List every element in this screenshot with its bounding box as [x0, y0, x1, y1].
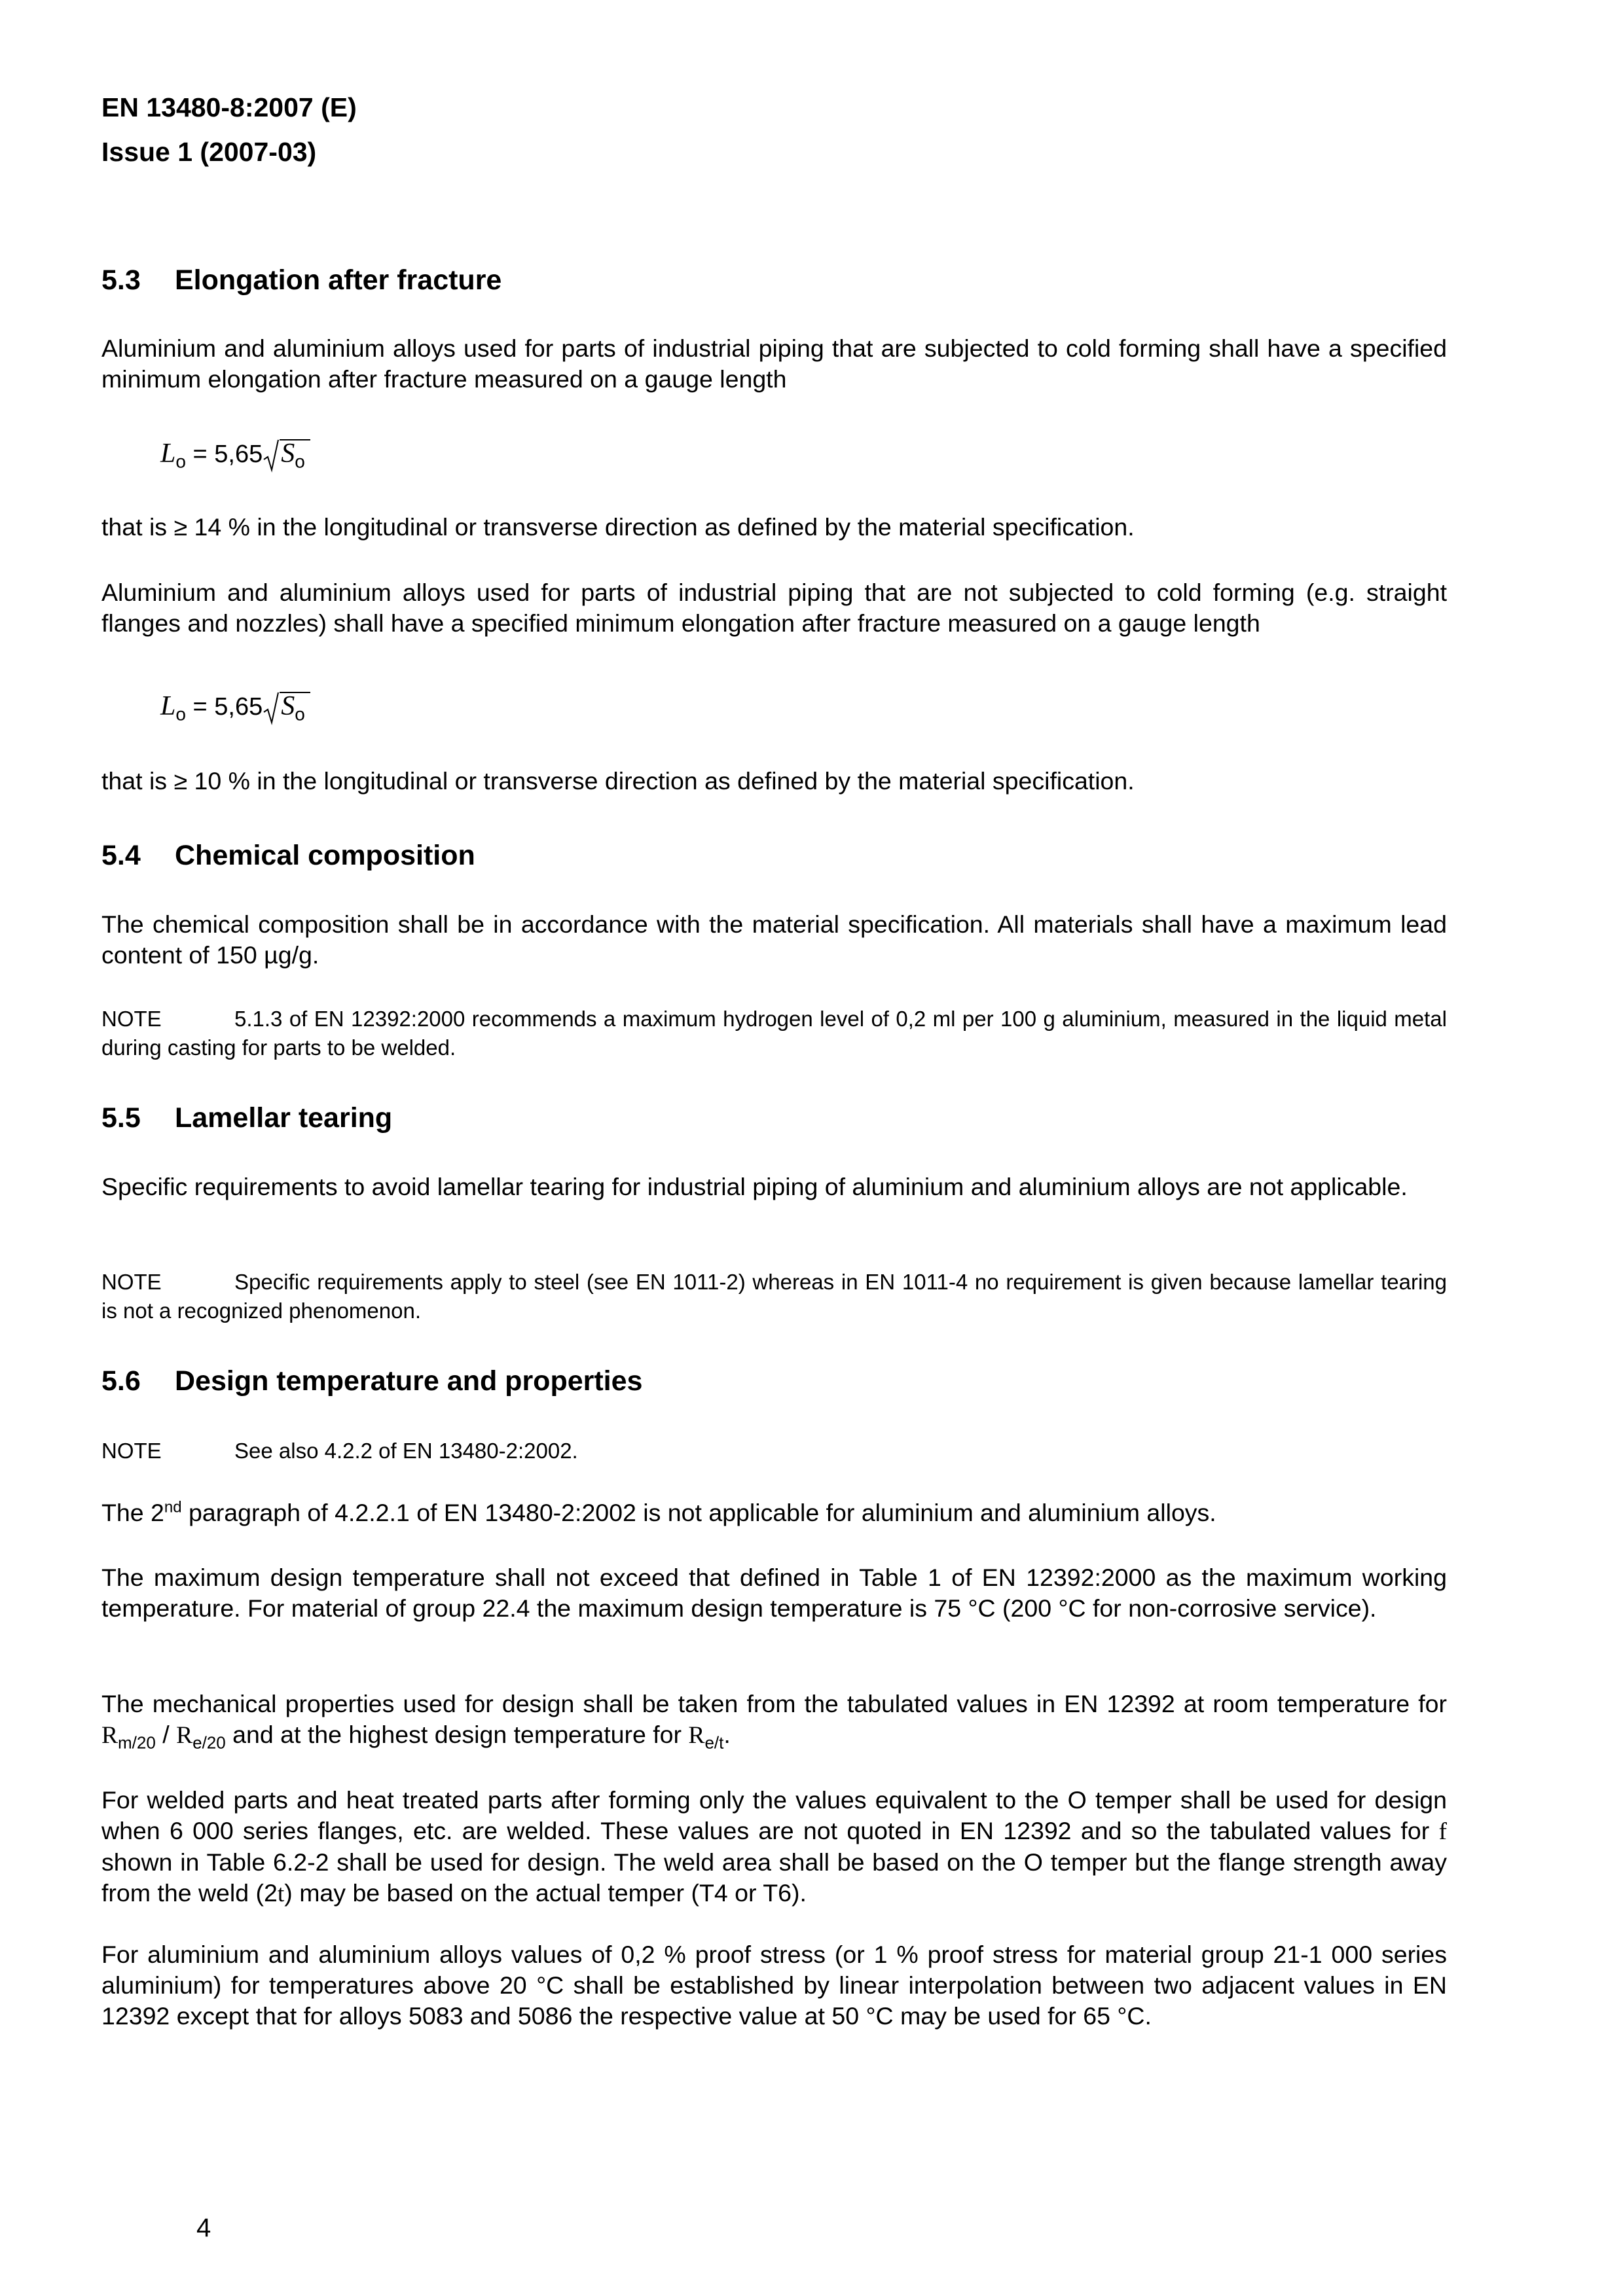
- paragraph: [101, 1689, 1447, 1751]
- formula-operator: = 5,65: [192, 693, 263, 721]
- sqrt-symbol: [263, 439, 280, 473]
- formula-lhs: L: [160, 691, 176, 721]
- text-run: paragraph of 4.2.2.1 of EN 13480-2:2002 is not applicable for aluminium and aluminium alloys.: [181, 1499, 1216, 1526]
- note-label: NOTE: [101, 1007, 162, 1031]
- paragraph: The chemical composition shall be in accordance with the material specification. All materials shall have a maximum lead content of 150 µg/g.: [101, 910, 1447, 969]
- section-title: Chemical composition: [175, 840, 475, 871]
- note-label: NOTE: [101, 1439, 162, 1463]
- section-title: Design temperature and properties: [175, 1365, 643, 1397]
- formula-lhs-sub: o: [175, 451, 186, 472]
- paragraph: that is ≥ 10 % in the longitudinal or transverse direction as defined by the material specification.: [101, 767, 1135, 795]
- symbol-r: R: [176, 1722, 193, 1749]
- paragraph: Aluminium and aluminium alloys used for parts of industrial piping that are not subjected to cold forming (e.g. straight flanges and nozzles) shall have a specified minimum elongation after fracture measured on a gauge length: [101, 579, 1447, 637]
- gauge-length-formula: [160, 687, 310, 734]
- section-5-6-heading: [101, 1365, 642, 1397]
- note: [101, 1268, 1447, 1325]
- formula-radicand-sub: o: [295, 704, 305, 725]
- section-number: 5.5: [101, 1102, 141, 1134]
- note: [101, 1005, 1447, 1062]
- issue-line: Issue 1 (2007-03): [101, 137, 317, 167]
- symbol-t: t: [277, 1880, 285, 1907]
- symbol-r: R: [101, 1722, 119, 1749]
- section-title: Lamellar tearing: [175, 1102, 393, 1134]
- section-title: Elongation after fracture: [175, 264, 502, 296]
- paragraph: [101, 1498, 1447, 1528]
- note-label: NOTE: [101, 1270, 162, 1294]
- text-run: and at the highest design temperature for: [225, 1721, 689, 1748]
- symbol-subscript: e/20: [192, 1732, 226, 1753]
- section-number: 5.6: [101, 1365, 141, 1397]
- standard-number: EN 13480-8:2007 (E): [101, 92, 357, 122]
- text-run: The 2: [101, 1499, 164, 1526]
- text-run: The mechanical properties used for design shall be taken from the tabulated values in EN 12392 at room temperature for: [101, 1690, 1447, 1717]
- symbol-r: R: [688, 1722, 705, 1749]
- paragraph: Aluminium and aluminium alloys used for parts of industrial piping that are subjected to cold forming shall have a specified minimum elongation after fracture measured on a gauge length: [101, 334, 1447, 393]
- paragraph: The maximum design temperature shall not exceed that defined in Table 1 of EN 12392:2000 as the maximum working temperature. For material of group 22.4 the maximum design temperature is 75 °C (200 °C for non-corrosive service).: [101, 1564, 1447, 1622]
- ordinal-suffix: nd: [164, 1498, 182, 1516]
- sqrt-symbol: [263, 691, 280, 725]
- symbol-subscript: m/20: [118, 1732, 156, 1753]
- paragraph: Specific requirements to avoid lamellar tearing for industrial piping of aluminium and aluminium alloys are not applicable.: [101, 1173, 1408, 1200]
- paragraph: that is ≥ 14 % in the longitudinal or transverse direction as defined by the material specification.: [101, 513, 1135, 541]
- gauge-length-formula: [160, 434, 310, 482]
- section-5-5-heading: [101, 1102, 392, 1134]
- formula-radicand: S: [281, 691, 295, 721]
- page-number: 4: [196, 2214, 211, 2242]
- formula-lhs-sub: o: [175, 704, 186, 725]
- paragraph: For aluminium and aluminium alloys values of 0,2 % proof stress (or 1 % proof stress for material group 21-1 000 series aluminium) for temperatures above 20 °C shall be established by linear interpolation between two adjacent values in EN 12392 except that for alloys 5083 and 5086 the respective value at 50 °C may be used for 65 °C.: [101, 1941, 1447, 2030]
- note: [101, 1437, 1447, 1465]
- note-text: See also 4.2.2 of EN 13480-2:2002.: [234, 1439, 578, 1463]
- text-run: For welded parts and heat treated parts after forming only the values equivalent to the O temper shall be used for design when 6 000 series flanges, etc. are welded. These values are not quoted in EN 12392 and so the tabulated values for: [101, 1786, 1447, 1844]
- symbol-subscript: e/t: [704, 1732, 724, 1753]
- text-run: .: [723, 1721, 731, 1748]
- text-run: ) may be based on the actual temper (T4 or T6).: [284, 1879, 807, 1907]
- section-number: 5.3: [101, 264, 141, 296]
- section-5-4-heading: [101, 839, 475, 872]
- text-run: /: [155, 1721, 177, 1748]
- paragraph: [101, 1785, 1447, 1909]
- formula-operator: = 5,65: [192, 440, 263, 468]
- section-5-3-heading: [101, 264, 501, 296]
- note-text: Specific requirements apply to steel (see EN 1011-2) whereas in EN 1011-4 no requirement is given because lamellar tearing is not a recognized phenomenon.: [101, 1270, 1447, 1323]
- formula-radicand-sub: o: [295, 451, 305, 472]
- section-number: 5.4: [101, 840, 141, 871]
- note-text: 5.1.3 of EN 12392:2000 recommends a maximum hydrogen level of 0,2 ml per 100 g aluminium, measured in the liquid metal during casting for parts to be welded.: [101, 1007, 1447, 1060]
- formula-lhs: L: [160, 439, 176, 469]
- formula-radicand: S: [281, 439, 295, 469]
- symbol-f: f: [1438, 1818, 1447, 1845]
- text-run: shown in Table 6.2-2 shall be used for design. The weld area shall be based on the O temper but the flange strength away from the weld (2: [101, 1848, 1447, 1907]
